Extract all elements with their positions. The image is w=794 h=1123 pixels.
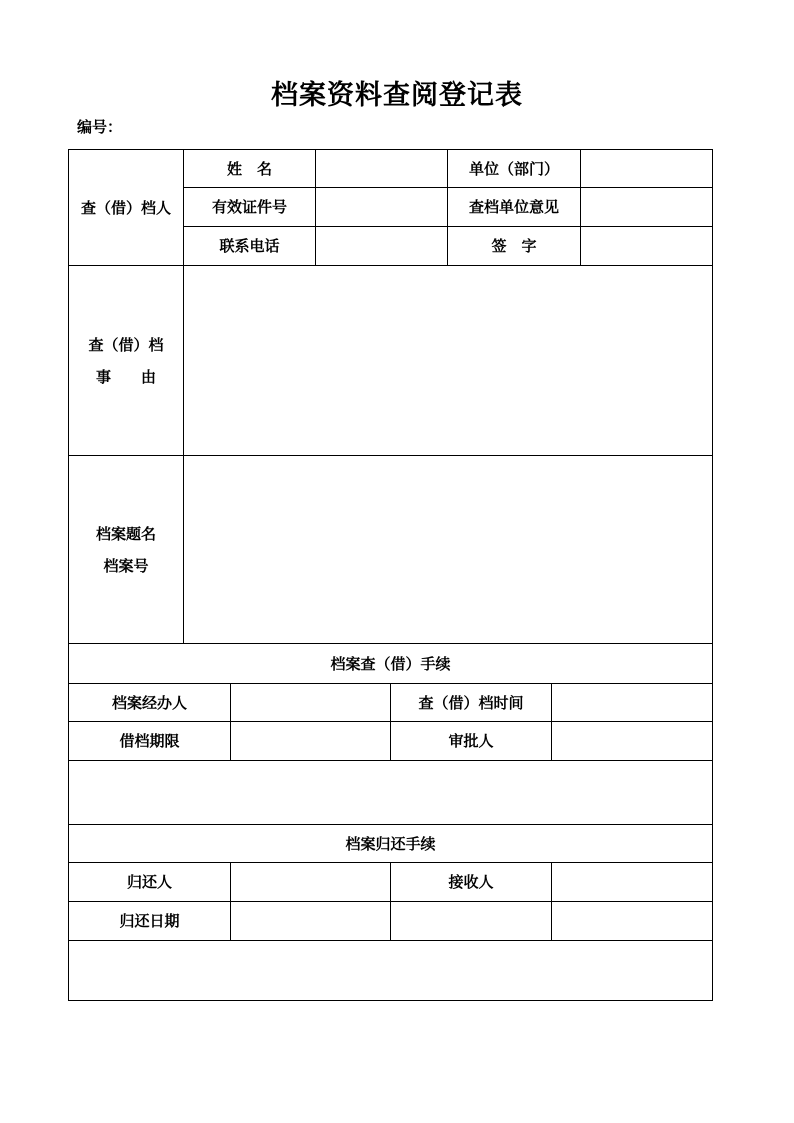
name-label: 姓 名 <box>226 159 272 178</box>
returner-field[interactable] <box>231 863 390 901</box>
reason-label-line2: 事 由 <box>95 367 156 386</box>
registration-form <box>68 149 713 1001</box>
id-number-label: 有效证件号 <box>211 198 287 216</box>
borrow-time-field[interactable] <box>552 684 712 721</box>
applicant-section-label: 查（借）档人 <box>80 198 171 217</box>
serial-number-label: 编号： <box>77 118 123 136</box>
archive-title-label: 档案题名 <box>95 524 156 543</box>
return-date-extra-field[interactable] <box>391 902 551 940</box>
name-field[interactable] <box>316 150 447 187</box>
borrow-notes-field[interactable] <box>69 761 712 824</box>
phone-field[interactable] <box>316 227 447 265</box>
handler-label: 档案经办人 <box>111 693 187 712</box>
return-procedure-heading: 档案归还手续 <box>345 834 436 853</box>
reason-field[interactable] <box>184 266 712 455</box>
phone-label: 联系电话 <box>219 237 280 255</box>
page-title: 档案资料查阅登记表 <box>271 80 523 111</box>
returner-label: 归还人 <box>126 873 172 891</box>
approver-field[interactable] <box>552 722 712 760</box>
archive-number-label: 档案号 <box>103 556 149 575</box>
reason-label <box>69 266 183 455</box>
unit-opinion-label: 查档单位意见 <box>468 198 559 216</box>
signature-label: 签 字 <box>491 237 537 255</box>
approver-label: 审批人 <box>448 732 494 750</box>
return-date-extra-field-2[interactable] <box>552 902 712 940</box>
borrow-period-field[interactable] <box>231 722 390 760</box>
handler-field[interactable] <box>231 684 390 721</box>
reason-label-line1: 查（借）档 <box>88 335 164 354</box>
unit-label: 单位（部门） <box>468 159 559 178</box>
receiver-field[interactable] <box>552 863 712 901</box>
id-number-field[interactable] <box>316 188 447 226</box>
archive-label <box>69 456 183 643</box>
return-notes-field[interactable] <box>69 941 712 1000</box>
receiver-label: 接收人 <box>448 873 494 891</box>
archive-field[interactable] <box>184 456 712 643</box>
borrow-procedure-heading: 档案查（借）手续 <box>330 654 451 673</box>
unit-opinion-field[interactable] <box>581 188 712 226</box>
borrow-time-label: 查（借）档时间 <box>418 693 524 712</box>
unit-field[interactable] <box>581 150 712 187</box>
signature-field[interactable] <box>581 227 712 265</box>
return-date-field[interactable] <box>231 902 390 940</box>
return-date-label: 归还日期 <box>119 912 180 930</box>
borrow-period-label: 借档期限 <box>119 732 180 750</box>
